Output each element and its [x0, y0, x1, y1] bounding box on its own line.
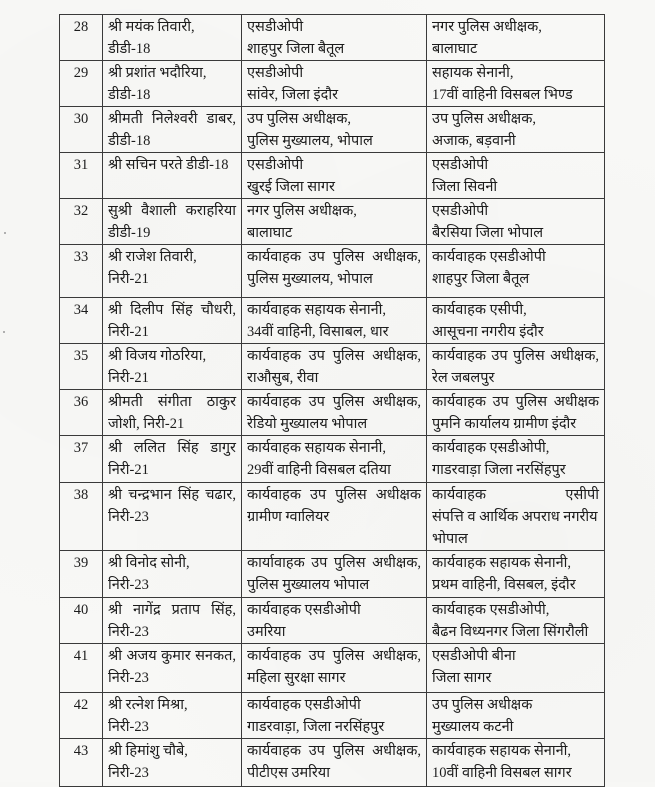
officer-name-line: श्री नागेंद्र प्रताप सिंह,: [108, 602, 236, 618]
current-posting-cell: [242, 693, 427, 739]
officer-name-line: सुश्री वैशाली कराहरिया: [108, 203, 236, 219]
current-posting-line: कार्यवाहक सहायक सेनानी,: [247, 440, 387, 456]
officer-name-line: निरी-23: [108, 624, 149, 640]
serial-number: 28: [73, 19, 89, 35]
officer-name-cell: [103, 644, 242, 693]
officer-name-line: डीडी-19: [108, 225, 151, 241]
new-posting-cell: [427, 436, 605, 483]
new-posting-line: पुमनि कार्यालय ग्रामीण इंदौर: [432, 416, 577, 432]
current-posting-line: नगर पुलिस अधीक्षक,: [247, 203, 357, 219]
current-posting-cell: [242, 107, 427, 153]
serial-number-cell: [60, 644, 103, 693]
serial-number: 32: [73, 203, 89, 219]
current-posting-cell: [242, 15, 427, 61]
current-posting-line: रेडियो मुख्यालय भोपाल: [247, 416, 368, 432]
current-posting-line: पुलिस मुख्यालय, भोपाल: [247, 271, 373, 287]
table-row: [60, 61, 605, 107]
officer-name-line: श्रीमती संगीता ठाकुर: [108, 394, 236, 410]
current-posting-cell: [242, 61, 427, 107]
serial-number: 41: [73, 648, 89, 664]
current-posting-cell: [242, 483, 427, 551]
current-posting-line: कार्यवाहक उप पुलिस अधीक्षक,: [247, 743, 421, 759]
current-posting-line: 29वीं वाहिनी विसबल दतिया: [247, 462, 391, 478]
officer-name-cell: [103, 153, 242, 199]
serial-number: 31: [73, 157, 89, 173]
serial-number: 33: [73, 249, 89, 265]
current-posting-line: सांवेर, जिला इंदौर: [247, 87, 339, 103]
serial-number: 30: [73, 111, 89, 127]
table-row: [60, 551, 605, 598]
new-posting-line: कार्यवाहक एसडीओपी,: [432, 602, 550, 618]
serial-number-cell: [60, 483, 103, 551]
officer-name-line: निरी-23: [108, 577, 149, 593]
officer-name-line: श्री प्रशांत भदौरिया,: [108, 65, 207, 81]
new-posting-line: जिला सिवनी: [432, 179, 498, 195]
new-posting-line: भोपाल: [432, 531, 468, 547]
serial-number: 29: [73, 65, 89, 81]
officer-name-line: श्री विनोद सोनी,: [108, 555, 190, 571]
new-posting-cell: [427, 153, 605, 199]
serial-number-cell: [60, 298, 103, 344]
officer-name-line: श्री ललित सिंह डागुर: [108, 440, 236, 456]
serial-number-cell: [60, 598, 103, 644]
officer-name-cell: [103, 390, 242, 436]
new-posting-cell: [427, 107, 605, 153]
table-row: [60, 245, 605, 298]
new-posting-line: शाहपुर जिला बैतूल: [432, 271, 530, 287]
current-posting-cell: [242, 153, 427, 199]
current-posting-line: उमरिया: [247, 624, 286, 640]
table-row: [60, 483, 605, 551]
current-posting-line: एसडीओपी: [247, 65, 304, 81]
transfer-table-body: [60, 15, 605, 787]
officer-name-cell: [103, 199, 242, 245]
table-row: [60, 15, 605, 61]
serial-number: 39: [73, 555, 89, 571]
current-posting-line: महिला सुरक्षा सागर: [247, 670, 346, 686]
officer-name-line: डीडी-18: [108, 133, 151, 149]
new-posting-cell: [427, 15, 605, 61]
officer-name-line: जोशी, निरी-21: [108, 416, 185, 432]
officer-name-cell: [103, 436, 242, 483]
current-posting-line: शाहपुर जिला बैतूल: [247, 41, 345, 57]
current-posting-cell: [242, 199, 427, 245]
officer-name-line: श्री दिलीप सिंह चौधरी,: [108, 302, 236, 318]
new-posting-line: कार्यवाहक एसीपी: [432, 487, 599, 503]
officer-name-line: निरी-23: [108, 765, 149, 781]
current-posting-line: पीटीएस उमरिया: [247, 765, 330, 781]
table-row: [60, 598, 605, 644]
table-row: [60, 739, 605, 787]
current-posting-line: कार्यावाहक उप पुलिस अधीक्षक,: [247, 555, 421, 571]
table-row: [60, 644, 605, 693]
new-posting-cell: [427, 344, 605, 390]
current-posting-cell: [242, 436, 427, 483]
serial-number: 36: [73, 394, 89, 410]
new-posting-cell: [427, 739, 605, 787]
new-posting-cell: [427, 61, 605, 107]
serial-number-cell: [60, 15, 103, 61]
current-posting-line: खुरई जिला सागर: [247, 179, 335, 195]
serial-number: 43: [73, 743, 89, 759]
officer-name-line: निरी-21: [108, 462, 149, 478]
current-posting-line: कार्यवाहक उप पुलिस अधीक्षक,: [247, 648, 421, 664]
new-posting-cell: [427, 245, 605, 298]
officer-name-line: श्री हिमांशु चौबे,: [108, 743, 188, 759]
officer-name-line: श्री मयंक तिवारी,: [108, 19, 195, 35]
new-posting-line: संपत्ति व आर्थिक अपराध नगरीय: [432, 509, 598, 525]
new-posting-line: कार्यवाहक सहायक सेनानी,: [432, 743, 572, 759]
new-posting-line: अजाक, बड़वानी: [432, 133, 516, 149]
current-posting-line: कार्यवाहक उप पुलिस अधीक्षक,: [247, 348, 421, 364]
new-posting-cell: [427, 598, 605, 644]
serial-number-cell: [60, 199, 103, 245]
table-row: [60, 390, 605, 436]
new-posting-line: 17वीं वाहिनी विसबल भिण्ड: [432, 87, 573, 103]
serial-number: 38: [73, 487, 89, 503]
new-posting-cell: [427, 551, 605, 598]
current-posting-line: गाडरवाड़ा, जिला नरसिंहपुर: [247, 719, 385, 735]
serial-number-cell: [60, 245, 103, 298]
current-posting-cell: [242, 245, 427, 298]
officer-name-cell: [103, 693, 242, 739]
current-posting-line: पुलिस मुख्यालय भोपाल: [247, 577, 370, 593]
officer-name-line: श्री अजय कुमार सनकत,: [108, 648, 236, 664]
officer-name-cell: [103, 739, 242, 787]
serial-number: 40: [73, 602, 89, 618]
officer-name-cell: [103, 483, 242, 551]
current-posting-line: बालाघाट: [247, 225, 293, 241]
current-posting-line: ग्रामीण ग्वालियर: [247, 509, 330, 525]
new-posting-line: बालाघाट: [432, 41, 478, 57]
new-posting-line: नगर पुलिस अधीक्षक,: [432, 19, 542, 35]
officer-name-line: श्रीमती निलेश्वरी डाबर,: [108, 111, 236, 127]
new-posting-line: बैढन विध्यनगर जिला सिंगरौली: [432, 624, 589, 640]
officer-name-line: डीडी-18: [108, 87, 151, 103]
officer-name-line: निरी-21: [108, 324, 149, 340]
new-posting-cell: [427, 644, 605, 693]
new-posting-line: बैरसिया जिला भोपाल: [432, 225, 544, 241]
current-posting-line: एसडीओपी: [247, 19, 304, 35]
officer-name-cell: [103, 344, 242, 390]
new-posting-line: प्रथम वाहिनी, विसबल, इंदौर: [432, 577, 576, 593]
officer-name-cell: [103, 298, 242, 344]
serial-number-cell: [60, 61, 103, 107]
new-posting-cell: [427, 483, 605, 551]
serial-number-cell: [60, 739, 103, 787]
new-posting-line: गाडरवाड़ा जिला नरसिंहपुर: [432, 462, 566, 478]
current-posting-line: कार्यवाहक सहायक सेनानी,: [247, 302, 387, 318]
current-posting-line: उप पुलिस अधीक्षक,: [247, 111, 351, 127]
officer-name-line: श्री रत्नेश मिश्रा,: [108, 697, 188, 713]
scan-speck: [4, 232, 6, 234]
table-row: [60, 344, 605, 390]
officer-name-cell: [103, 15, 242, 61]
serial-number: 37: [73, 440, 89, 456]
officer-name-line: निरी-21: [108, 271, 149, 287]
serial-number: 34: [73, 302, 89, 318]
new-posting-line: आसूचना नगरीय इंदौर: [432, 324, 544, 340]
serial-number-cell: [60, 436, 103, 483]
serial-number-cell: [60, 153, 103, 199]
table-row: [60, 693, 605, 739]
officer-name-line: श्री राजेश तिवारी,: [108, 249, 197, 265]
new-posting-line: कार्यवाहक एसडीओपी,: [432, 440, 550, 456]
new-posting-line: कार्यवाहक उप पुलिस अधीक्षक: [432, 394, 599, 410]
scan-speck: [3, 331, 5, 333]
current-posting-cell: [242, 644, 427, 693]
new-posting-line: कार्यवाहक एसीपी,: [432, 302, 527, 318]
officer-name-line: निरी-23: [108, 670, 149, 686]
serial-number-cell: [60, 693, 103, 739]
officer-name-line: डीडी-18: [108, 41, 151, 57]
new-posting-line: एसडीओपी: [432, 203, 489, 219]
new-posting-line: कार्यवाहक उप पुलिस अधीक्षक,: [432, 348, 599, 364]
officer-name-line: निरी-21: [108, 370, 149, 386]
new-posting-line: 10वीं वाहिनी विसबल सागर: [432, 765, 572, 781]
table-row: [60, 298, 605, 344]
officer-name-line: निरी-23: [108, 719, 149, 735]
table-row: [60, 199, 605, 245]
current-posting-cell: [242, 739, 427, 787]
new-posting-line: कार्यवाहक सहायक सेनानी,: [432, 555, 572, 571]
serial-number-cell: [60, 390, 103, 436]
new-posting-line: जिला सागर: [432, 670, 492, 686]
new-posting-cell: [427, 199, 605, 245]
new-posting-cell: [427, 390, 605, 436]
current-posting-line: 34वीं वाहिनी, विसाबल, धार: [247, 324, 389, 340]
new-posting-line: रेल जबलपुर: [432, 370, 495, 386]
officer-name-cell: [103, 61, 242, 107]
current-posting-line: पुलिस मुख्यालय, भोपाल: [247, 133, 373, 149]
new-posting-line: मुख्यालय कटनी: [432, 719, 514, 735]
table-row: [60, 153, 605, 199]
serial-number: 35: [73, 348, 89, 364]
new-posting-line: एसडीओपी बीना: [432, 648, 516, 664]
officer-name-line: श्री विजय गोठरिया,: [108, 348, 207, 364]
officer-name-cell: [103, 245, 242, 298]
officer-name-cell: [103, 598, 242, 644]
serial-number: 42: [73, 697, 89, 713]
current-posting-line: कार्यवाहक एसडीओपी: [247, 697, 361, 713]
officer-name-cell: [103, 551, 242, 598]
new-posting-line: कार्यवाहक एसडीओपी: [432, 249, 546, 265]
officer-name-line: निरी-23: [108, 509, 149, 525]
transfer-table: [59, 14, 605, 787]
current-posting-line: एसडीओपी: [247, 157, 304, 173]
table-row: [60, 436, 605, 483]
officer-name-line: श्री चन्द्रभान सिंह चढार,: [108, 487, 236, 503]
current-posting-line: कार्यवाहक उप पुलिस अधीक्षक,: [247, 394, 421, 410]
new-posting-cell: [427, 693, 605, 739]
new-posting-line: उप पुलिस अधीक्षक: [432, 697, 533, 713]
new-posting-line: एसडीओपी: [432, 157, 489, 173]
new-posting-line: उप पुलिस अधीक्षक,: [432, 111, 536, 127]
current-posting-line: राऔसुब, रीवा: [247, 370, 319, 386]
serial-number-cell: [60, 551, 103, 598]
new-posting-cell: [427, 298, 605, 344]
current-posting-cell: [242, 598, 427, 644]
new-posting-line: सहायक सेनानी,: [432, 65, 514, 81]
current-posting-cell: [242, 344, 427, 390]
officer-name-cell: [103, 107, 242, 153]
current-posting-cell: [242, 390, 427, 436]
current-posting-line: कार्यवाहक एसडीओपी: [247, 602, 361, 618]
current-posting-cell: [242, 298, 427, 344]
officer-name-line: श्री सचिन परते डीडी-18: [108, 157, 229, 173]
serial-number-cell: [60, 107, 103, 153]
table-row: [60, 107, 605, 153]
current-posting-line: कार्यवाहक उप पुलिस अधीक्षक,: [247, 249, 421, 265]
serial-number-cell: [60, 344, 103, 390]
current-posting-line: कार्यवाहक उप पुलिस अधीक्षक: [247, 487, 421, 503]
current-posting-cell: [242, 551, 427, 598]
